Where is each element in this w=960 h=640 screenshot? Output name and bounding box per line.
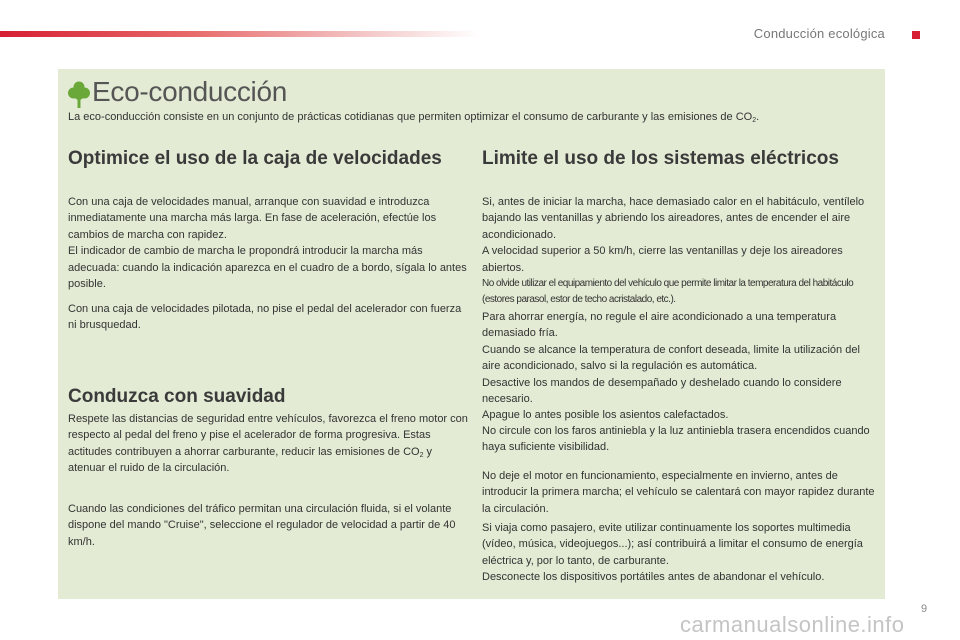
electric-paragraph-engine: No deje el motor en funcionamiento, especialmente en invierno, antes de introducir la primera marcha; el vehículo se calentará con mayor rapidez durante la circulación. bbox=[482, 470, 875, 515]
heading-smooth-driving: Conduzca con suavidad bbox=[68, 386, 286, 407]
page-title: Eco-conducción bbox=[92, 76, 288, 107]
header-accent-bar bbox=[0, 31, 480, 37]
gearbox-paragraph-1: Con una caja de velocidades manual, arranque con suavidad e introduzca inmediatamente una marcha más larga. En fase de aceleración, efectúe los cambios de marcha con rapidez. El indicador de cambio de marcha le propondrá introducir la marcha más adecuada: cuando la indicación aparezca en el cuadro de a bordo, sígala lo antes posible. bbox=[68, 196, 467, 291]
electric-paragraph-multimedia: Si viaja como pasajero, evite utilizar continuamente los soportes multimedia (vídeo, música, videojuegos...); así contribuirá a limitar el consumo de energía eléctrica y, por lo tanto, de carburante. Desconecte los dispositivos portátiles antes de abandonar el vehículo. bbox=[482, 522, 863, 584]
smooth-paragraph-2: Cuando las condiciones del tráfico permitan una circulación fluida, si el volante dispone del mando "Cruise", seleccione el regulador de velocidad a partir de 40 km/h. bbox=[68, 503, 456, 548]
section-title: Conducción ecológica bbox=[753, 26, 885, 41]
electric-paragraph-equipment: No olvide utilizar el equipamiento del vehículo que permite limitar la temperatura del habitáculo (estores parasol, estor de techo acristalado, etc.). bbox=[482, 278, 854, 306]
smooth-paragraph-1: Respete las distancias de seguridad entre vehículos, favorezca el freno motor con respecto al pedal del freno y pise el acelerador de forma progresiva. Estas actitudes contribuyen a ahorrar carburante, reducir las emisiones de $CO_2$ y atenuar el ruido de la circulación. bbox=[68, 413, 468, 475]
section-marker bbox=[912, 31, 920, 39]
heading-electric-systems: Limite el uso de los sistemas eléctricos bbox=[482, 148, 839, 169]
watermark: carmanualsonline.info bbox=[680, 612, 905, 637]
heading-gearbox: Optimice el uso de la caja de velocidades bbox=[68, 148, 442, 169]
electric-paragraph-fog-lights: No circule con los faros antiniebla y la luz antiniebla trasera encendidos cuando haya suficiente visibilidad. bbox=[482, 425, 870, 454]
page-number: 9 bbox=[921, 603, 928, 615]
electric-paragraph-1: Si, antes de iniciar la marcha, hace demasiado calor en el habitáculo, ventílelo bajando las ventanillas y abriendo los aireadores, antes de encender el aire acondicionado. A velocidad superior a 50 km/h, cierre las ventanillas y deje los aireadores abiertos. bbox=[482, 196, 865, 274]
tree-icon bbox=[68, 81, 90, 109]
gearbox-paragraph-2: Con una caja de velocidades pilotada, no pise el pedal del acelerador con fuerza ni brusquedad. bbox=[68, 303, 462, 332]
electric-paragraph-climate: Para ahorrar energía, no regule el aire acondicionado a una temperatura demasiado fría. Cuando se alcance la temperatura de confort deseada, limite la utilización del aire acondicionado, salvo si la regulación es automática. Desactive los mandos de desempañado y deshelado cuando lo considere necesario. Apague lo antes posible los asientos calefactados. bbox=[482, 311, 860, 422]
intro-text: La eco-conducción consiste en un conjunto de prácticas cotidianas que permiten optimizar el consumo de carburante y las emisiones de $CO_2$. bbox=[68, 111, 760, 124]
